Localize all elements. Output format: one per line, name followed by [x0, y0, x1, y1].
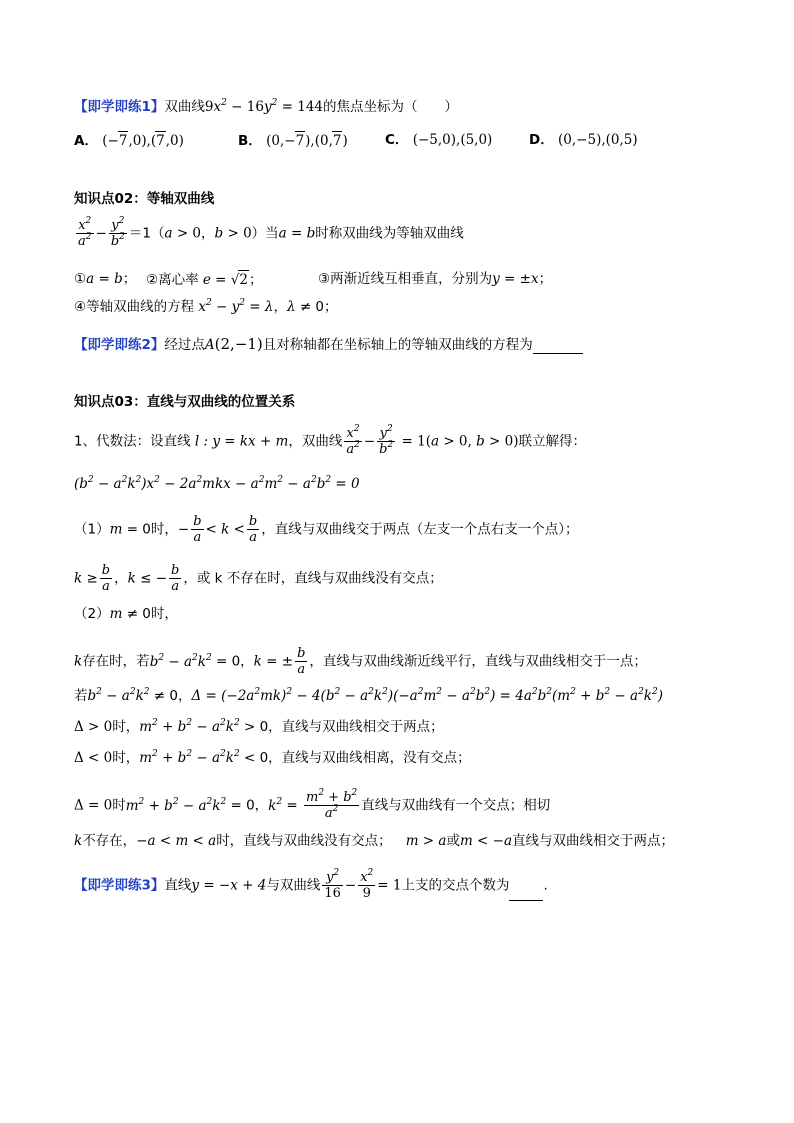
kp03-delta-zero: Δ = 0时$m^2 + b^2 - a^2k^2 = 0$，$k^2$ = $\frac{m^2 + b^2}{a^2}$ 直线与双曲线有一个交点；相切 — [74, 788, 551, 821]
exercise-2-tag: 【即学即练2】 — [74, 337, 165, 353]
answer-blank-3[interactable] — [509, 886, 543, 901]
kp02-frac-y2b2: $\frac{y^2}{b^2}$ — [110, 216, 125, 249]
kp03-delta-positive: Δ > 0时，$m^2 + b^2 - a^2k^2 > 0$，直线与双曲线相交于两点； — [74, 718, 444, 735]
option-c-value: (−5,0),(5,0) — [412, 132, 493, 148]
point-a: A — [204, 337, 215, 353]
option-d[interactable]: D． (0,−5),(0,5) — [529, 132, 638, 148]
exercise-1-prefix: 双曲线 — [164, 99, 205, 115]
kp03-k-not-exist: k不存在，−a < m < a时，直线与双曲线没有交点； m > a或m < −a直线与双曲线相交于两点； — [74, 833, 674, 849]
kp03-algebraic-method: 1、代数法：设直线 l : y = kx + m，双曲线 $\frac{x^2}{a^2}$ − $\frac{y^2}{b^2}$ = 1(a > 0, b > 0)联立解得： — [74, 424, 587, 457]
kp03-discriminant: 若$b^2 - a^2k^2 \ne 0$，$\Delta = (-2a^2mk)^2 - 4(b^2 - a^2k^2)(-a^2m^2 - a^2b^2) = 4a^2b^2(m^2 + b^2 - a^2k^2)$ — [74, 687, 663, 704]
kp02-definition: $\frac{x^2}{a^2}$ − $\frac{y^2}{b^2}$ ＝1（a > 0，b > 0）当a = b时称双曲线为等轴双曲线 — [78, 216, 464, 249]
kp02-frac-x2a2: $\frac{x^2}{a^2}$ — [78, 216, 92, 249]
option-a[interactable]: A． (−7,0),(7,0) — [74, 133, 184, 149]
exercise-1-equation: $9x^2 - 16y^2 = 144$ — [204, 98, 324, 115]
exercise-2-question: 【即学即练2】经过点A(2,−1)且对称轴都在坐标轴上的等轴双曲线的方程为 — [74, 335, 583, 354]
exercise-3-tag: 【即学即练3】 — [74, 877, 165, 894]
kp02-title: 知识点02：等轴双曲线 — [74, 191, 215, 207]
exercise-1-tag: 【即学即练1】 — [74, 99, 165, 115]
answer-blank[interactable] — [533, 339, 583, 354]
kp03-combined-equation: $(b^2 - a^2k^2)x^2 - 2a^2mkx - a^2m^2 - a^2b^2 = 0$ — [74, 475, 360, 492]
option-b[interactable]: B． (0,−7),(0,7) — [238, 133, 348, 149]
kp03-k-exists: k存在时，若$b^2 - a^2k^2 = 0$，k = ± $\frac{b}{a}$ ，直线与双曲线渐近线平行，直线与双曲线相交于一点； — [74, 646, 647, 677]
kp03-delta-negative: Δ < 0时，$m^2 + b^2 - a^2k^2 < 0$，直线与双曲线相离，没有交点； — [74, 749, 471, 766]
kp03-title: 知识点03：直线与双曲线的位置关系 — [74, 394, 296, 410]
kp02-prop-3: ③两渐近线互相垂直，分别为y = ±x； — [318, 271, 553, 287]
option-d-value: (0,−5),(0,5) — [558, 132, 638, 148]
exercise-3-question: 【即学即练3】直线y = −x + 4与双曲线 $\frac{y^2}{16}$ − $\frac{x^2}{9}$ = 1上支的交点个数为 . — [74, 868, 548, 901]
kp02-prop-4: ④等轴双曲线的方程 $x^2 - y^2 = \lambda$，λ ≠ 0； — [74, 298, 338, 315]
option-a-value: (−7,0),(7,0) — [102, 133, 184, 149]
kp03-case-1b: k ≥ $\frac{b}{a}$ ，k ≤ − $\frac{b}{a}$ ，或 k 不存在时，直线与双曲线没有交点； — [74, 563, 443, 594]
option-c[interactable]: C． (−5,0),(5,0) — [385, 132, 493, 148]
kp02-prop-2: ②离心率 e = √2； — [146, 272, 263, 288]
kp02-prop-1: ①a = b； — [74, 271, 137, 287]
exercise-1-question — [74, 98, 458, 116]
line-equation: y = −x + 4 — [191, 877, 267, 894]
option-b-value: (0,−7),(0,7) — [266, 133, 348, 149]
kp03-case-1: （1）m = 0时，− $\frac{b}{a}$ < k < $\frac{b}{a}$ ，直线与双曲线交于两点（左支一个点右支一个点）； — [74, 514, 579, 545]
kp03-case-2: （2）m ≠ 0时， — [74, 606, 178, 622]
exercise-1-suffix: 的焦点坐标为（ ） — [323, 99, 459, 115]
